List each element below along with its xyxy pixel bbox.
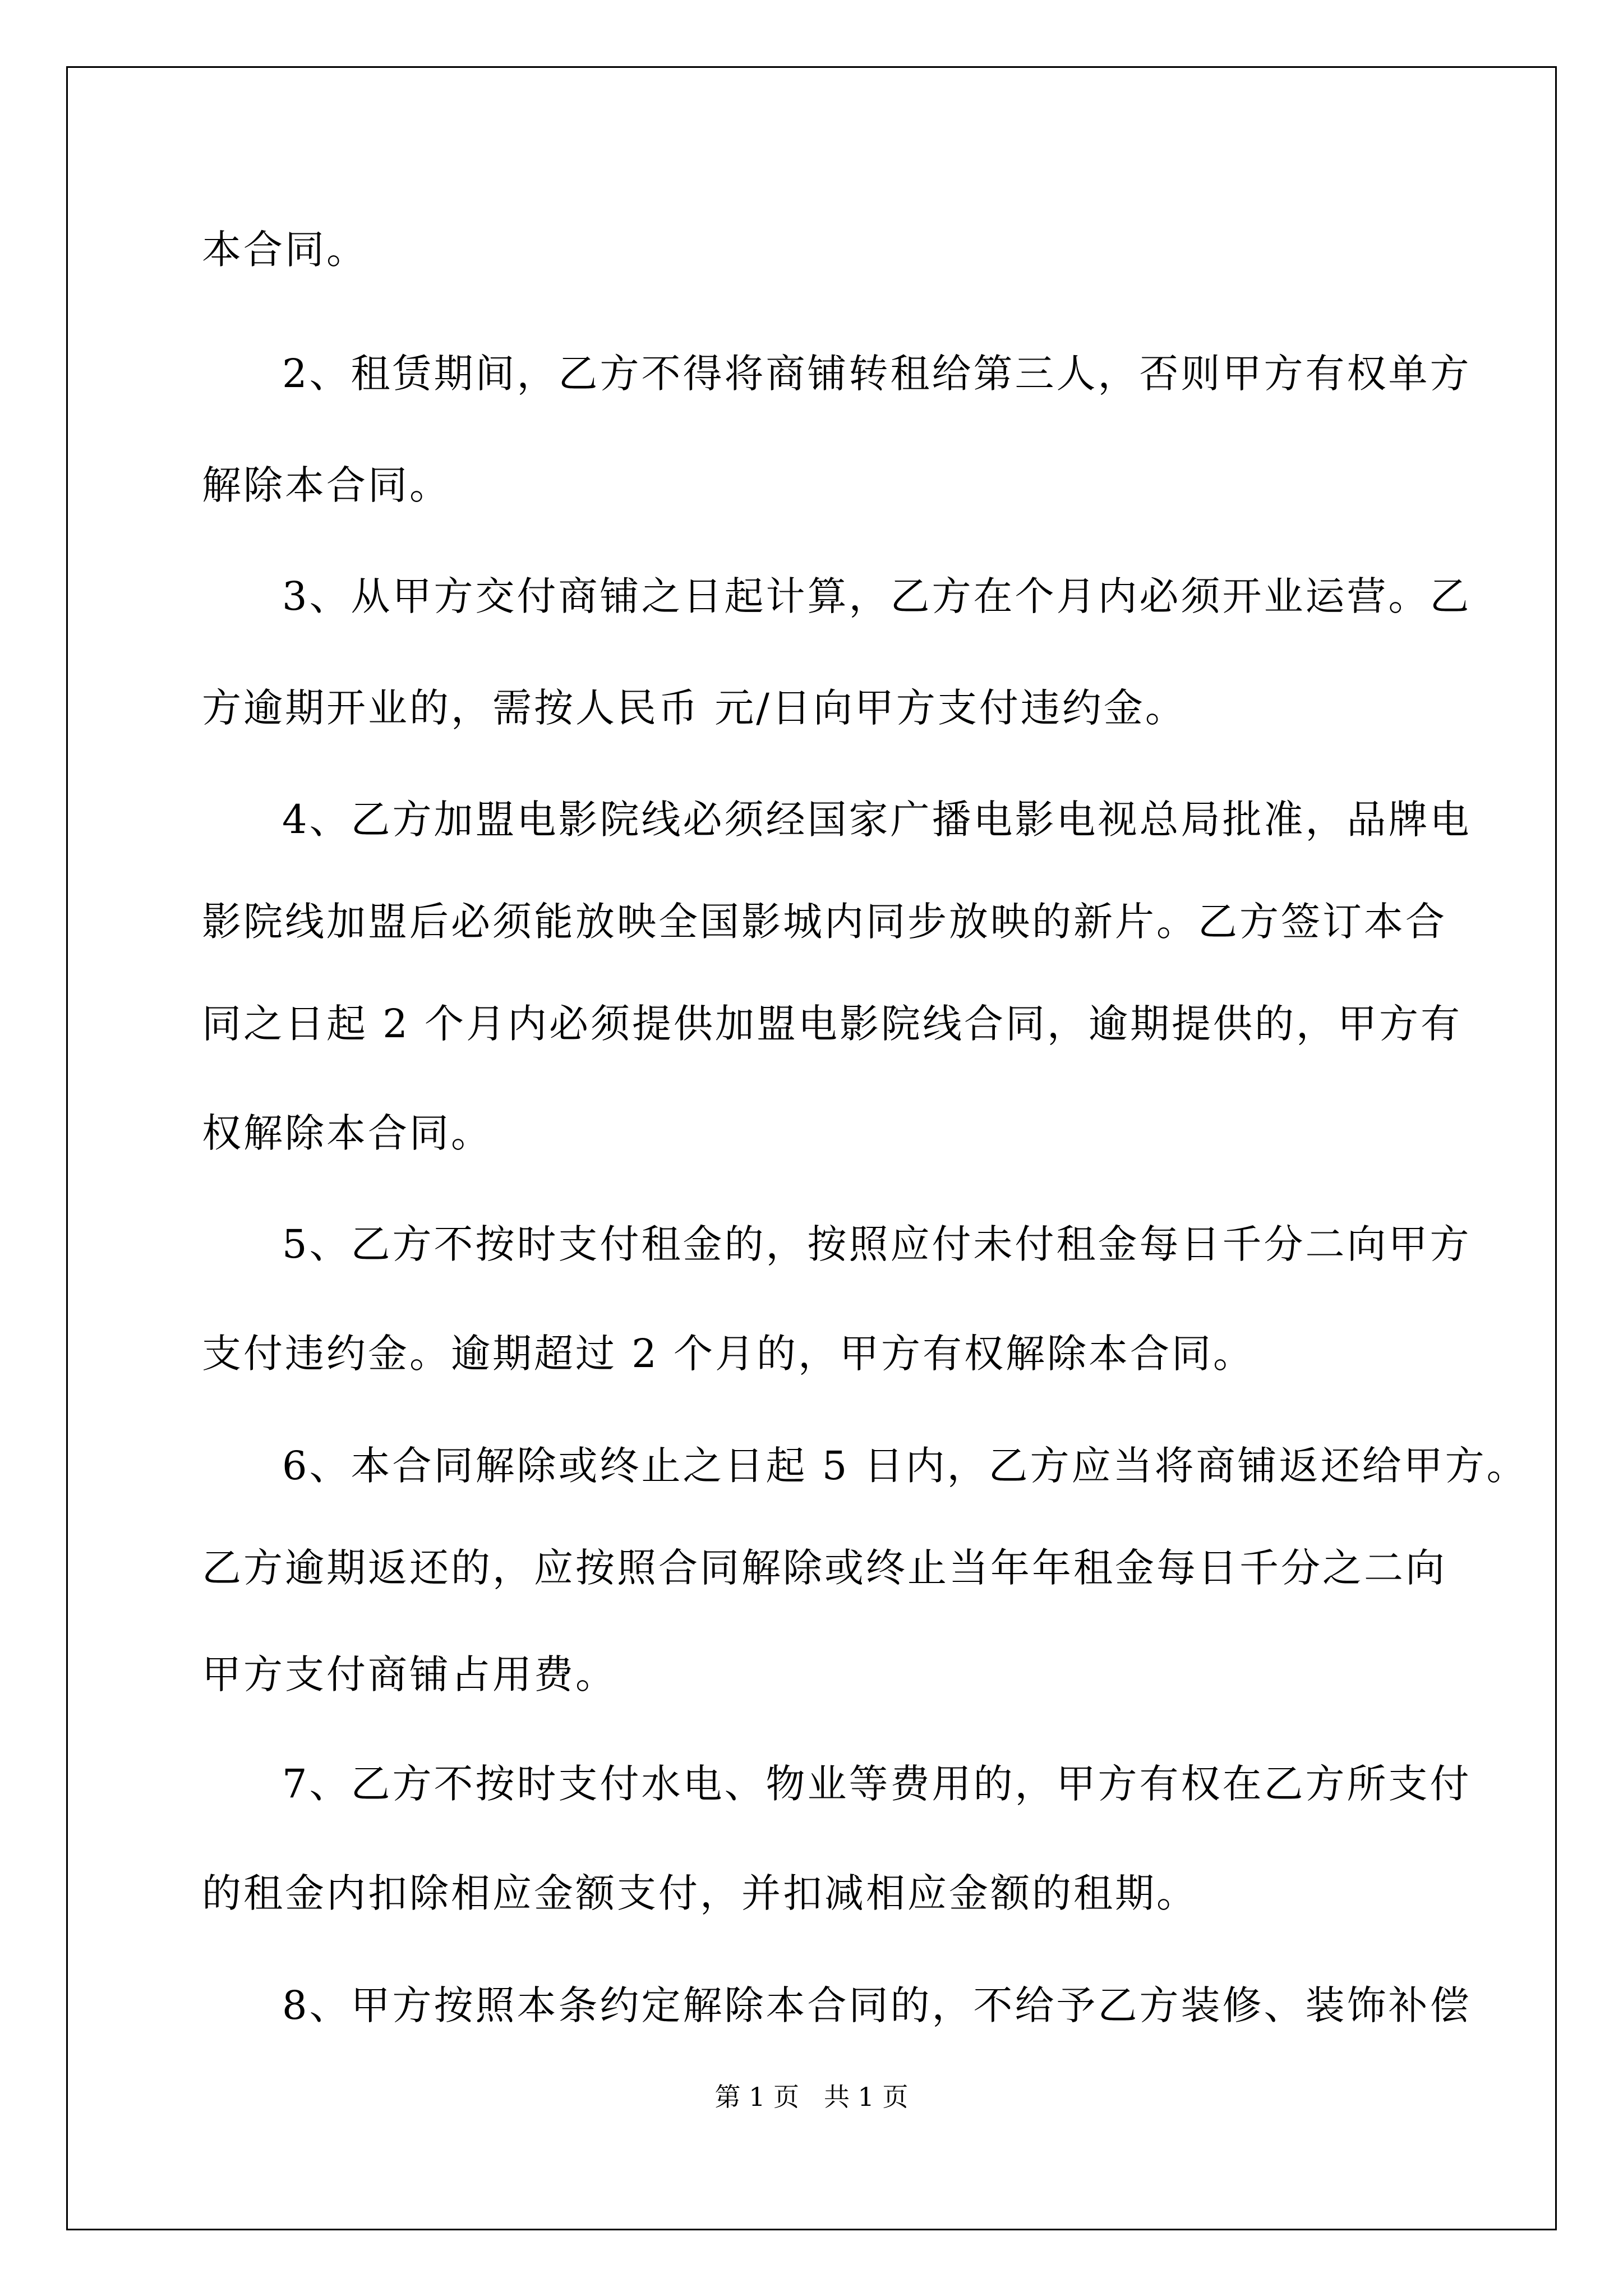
paragraph-7-line-1: 7、乙方不按时支付水电、物业等费用的，甲方有权在乙方所支付 <box>282 1761 1472 1807</box>
paragraph-4-line-1: 4、乙方加盟电影院线必须经国家广播电影电视总局批准，品牌电 <box>282 797 1472 843</box>
paragraph-3-line-1: 3、从甲方交付商铺之日起计算，乙方在个月内必须开业运营。乙 <box>282 573 1472 619</box>
paragraph-4-line-4: 权解除本合同。 <box>202 1110 492 1156</box>
page-total: 共 1 页 <box>823 2082 909 2112</box>
page-footer <box>0 2080 1623 2114</box>
paragraph-8-line-1: 8、甲方按照本条约定解除本合同的，不给予乙方装修、装饰补偿 <box>282 1982 1472 2028</box>
paragraph-5-line-2: 支付违约金。逾期超过 2 个月的，甲方有权解除本合同。 <box>202 1331 1255 1377</box>
paragraph-4-line-2: 影院线加盟后必须能放映全国影城内同步放映的新片。乙方签订本合 <box>202 899 1447 945</box>
paragraph-3-line-2: 方逾期开业的，需按人民币 元/日向甲方支付违约金。 <box>202 685 1187 731</box>
paragraph-2-line-1: 2、租赁期间，乙方不得将商铺转租给第三人，否则甲方有权单方 <box>282 351 1472 397</box>
paragraph-6-line-3: 甲方支付商铺占用费。 <box>202 1651 617 1697</box>
paragraph-7-line-2: 的租金内扣除相应金额支付，并扣减相应金额的租期。 <box>202 1870 1198 1916</box>
paragraph-6-line-2: 乙方逾期返还的，应按照合同解除或终止当年年租金每日千分之二向 <box>202 1545 1447 1591</box>
paragraph-5-line-1: 5、乙方不按时支付租金的，按照应付未付租金每日千分二向甲方 <box>282 1221 1472 1267</box>
text-line: 本合同。 <box>202 227 368 273</box>
paragraph-6-line-1: 6、本合同解除或终止之日起 5 日内，乙方应当将商铺返还给甲方。 <box>282 1443 1528 1489</box>
page-number: 第 1 页 <box>714 2082 800 2112</box>
paragraph-4-line-3: 同之日起 2 个月内必须提供加盟电影院线合同，逾期提供的，甲方有 <box>202 1001 1463 1047</box>
paragraph-2-line-2: 解除本合同。 <box>202 462 451 508</box>
